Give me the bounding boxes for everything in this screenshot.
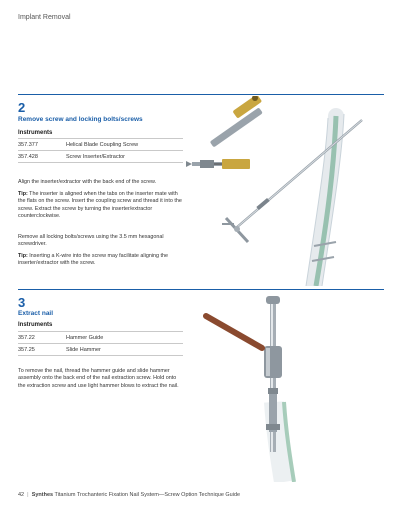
nail-extraction-illustration xyxy=(186,292,386,482)
instrument-code: 357.428 xyxy=(18,154,38,160)
tip-text: Inserting a K-wire into the screw may facilitate aligning the inserter/extractor with the screw. xyxy=(18,253,169,267)
table-bottom-rule xyxy=(18,355,183,356)
step2-instrument-table xyxy=(18,138,183,175)
step2-tip1 xyxy=(18,191,184,221)
tip-label: Tip: xyxy=(18,191,28,197)
instrument-name: Screw Inserter/Extractor xyxy=(66,154,125,160)
step3-title: Extract nail xyxy=(18,310,54,317)
step2-para2: Remove all locking bolts/screws using the 3.5 mm hexagonal screwdriver. xyxy=(18,234,164,248)
instrument-name: Helical Blade Coupling Screw xyxy=(66,142,139,148)
section-header: Implant Removal xyxy=(18,14,71,21)
step3-instrument-table xyxy=(18,331,183,368)
instrument-code: 357.22 xyxy=(18,335,35,341)
step2-top-rule xyxy=(18,94,384,95)
footer-divider: | xyxy=(25,492,31,498)
footer xyxy=(18,492,240,498)
footer-brand: Synthes xyxy=(31,492,54,498)
step2-title: Remove screw and locking bolts/screws xyxy=(18,116,143,123)
page-number: 42 xyxy=(18,492,25,498)
tip-label: Tip: xyxy=(18,253,28,259)
step2-para1: Align the inserter/extractor with the back end of the screw. xyxy=(18,179,157,185)
instrument-code: 357.377 xyxy=(18,142,38,148)
tip-text: The inserter is aligned when the tabs on the inserter mate with the flats on the screw. Insert the coupling screw and thread it into the screw. Extract the screw by turning the inserter/extractor counterclockwise. xyxy=(18,191,182,220)
step2-tip2 xyxy=(18,253,184,268)
instrument-name: Hammer Guide xyxy=(66,335,104,341)
step2-instruments-label: Instruments xyxy=(18,130,53,136)
step3-para: To remove the nail, thread the hammer guide and slide hammer assembly onto the back end of the nail extraction screw. Hold onto the extraction screw and use light hammer blows to extract the nail. xyxy=(18,368,179,389)
step3-instruments-label: Instruments xyxy=(18,322,53,328)
step3-top-rule xyxy=(18,289,384,290)
instrument-name: Slide Hammer xyxy=(66,347,101,353)
step2-number: 2 xyxy=(18,100,26,115)
instrument-code: 357.25 xyxy=(18,347,35,353)
footer-doc-title: Titanium Trochanteric Fixation Nail System—Screw Option Technique Guide xyxy=(54,492,241,498)
screw-extraction-illustration xyxy=(186,96,386,286)
step3-number: 3 xyxy=(18,295,26,310)
table-bottom-rule xyxy=(18,162,183,163)
